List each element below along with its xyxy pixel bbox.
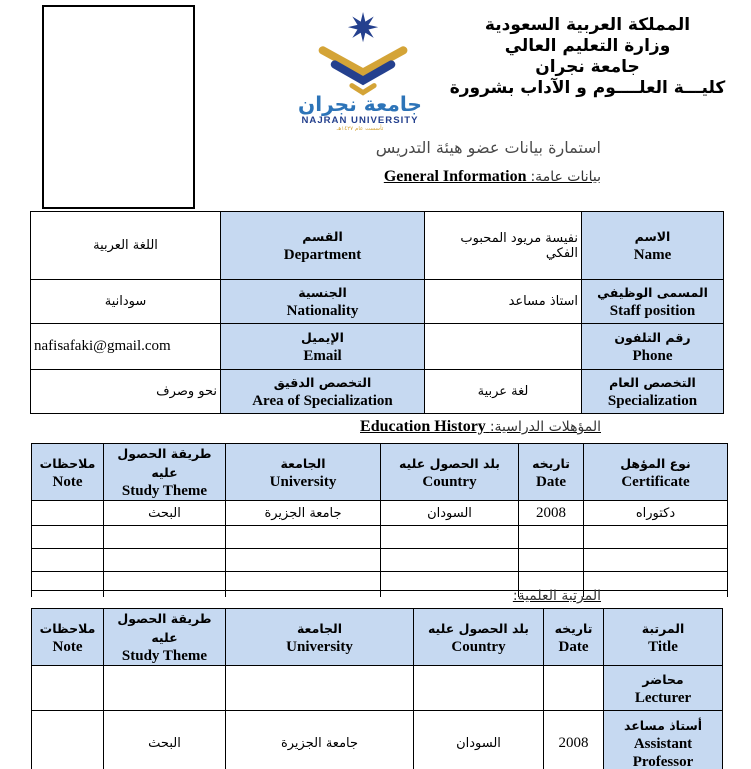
rank-date-value-cell: 2008 — [544, 711, 604, 769]
edu-country-header-cell — [381, 444, 519, 501]
rank-university-header-ar: الجامعة — [296, 620, 343, 636]
empty-cell — [104, 572, 226, 591]
empty-cell — [226, 666, 414, 711]
empty-cell — [381, 549, 519, 572]
empty-cell — [32, 666, 104, 711]
education-history-heading — [360, 418, 601, 436]
logo-arabic-name: جامعة نجران — [298, 91, 422, 116]
table-row — [32, 526, 728, 549]
name-label-ar: الاسم — [634, 229, 671, 244]
empty-cell — [226, 591, 381, 597]
table-row — [31, 370, 724, 414]
edu-certificate-header-cell — [584, 444, 728, 501]
rank-country-header-en: Country — [451, 638, 506, 655]
edu-note-header-en: Note — [52, 473, 83, 490]
rank-note-value-cell — [32, 711, 104, 769]
rank-country-header-ar: بلد الحصول عليه — [427, 620, 530, 636]
rank-lecturer-title-cell — [604, 666, 723, 711]
rank-university-header-en: University — [286, 638, 353, 655]
phone-label-cell — [582, 324, 724, 370]
edu-university-header-ar: الجامعة — [280, 455, 326, 471]
edu-university-value-cell: جامعة الجزيرة — [226, 501, 381, 526]
table-row — [32, 572, 728, 591]
staff-position-label-ar: المسمى الوظيفي — [597, 285, 708, 300]
table-row — [32, 501, 728, 526]
rank-study-theme-header-ar: طريقة الحصول عليه — [117, 611, 212, 645]
rank-date-header-cell — [544, 609, 604, 666]
email-label-cell — [221, 324, 425, 370]
table-row — [32, 666, 723, 711]
empty-cell — [104, 666, 226, 711]
nationality-label-en: Nationality — [286, 303, 359, 319]
photo-placeholder-box — [42, 5, 195, 209]
rank-university-value-cell: جامعة الجزيرة — [226, 711, 414, 769]
area-of-specialization-label-ar: التخصص الدقيق — [273, 375, 372, 390]
general-info-heading-ar: بيانات عامة: — [530, 169, 601, 185]
edu-study-theme-header-cell — [104, 444, 226, 501]
edu-certificate-header-ar: نوع المؤهل — [620, 455, 691, 471]
ministry-header-line-1: المملكة العربية السعودية — [484, 15, 691, 35]
ministry-header — [430, 15, 745, 99]
empty-cell — [584, 526, 728, 549]
education-history-heading-ar: المؤهلات الدراسية: — [489, 419, 601, 435]
ministry-header-line-3: جامعة نجران — [535, 57, 640, 77]
name-label-en: Name — [633, 247, 672, 263]
edu-study-theme-header-ar: طريقة الحصول عليه — [117, 446, 212, 480]
empty-cell — [381, 572, 519, 591]
staff-position-value-cell: استاذ مساعد — [425, 280, 582, 324]
department-value-cell: اللغة العربية — [31, 212, 221, 280]
rank-title-header-cell — [604, 609, 723, 666]
education-history-table — [31, 443, 728, 597]
empty-cell — [104, 549, 226, 572]
nationality-value-cell: سودانية — [31, 280, 221, 324]
specialization-label-en: Specialization — [607, 393, 698, 409]
empty-cell — [544, 666, 604, 711]
rank-lecturer-title-ar: محاضر — [642, 671, 684, 687]
logo-english-name: NAJRAN UNIVERSITY — [301, 114, 419, 126]
specialization-label-ar: التخصص العام — [609, 375, 696, 390]
empty-cell — [32, 572, 104, 591]
rank-assistant-professor-title-en: Assistant Professor — [632, 736, 694, 769]
nationality-label-cell — [221, 280, 425, 324]
staff-position-label-en: Staff position — [609, 303, 696, 319]
rank-title-header-en: Title — [648, 638, 678, 655]
najran-university-logo — [283, 10, 437, 131]
rank-study-theme-header-cell — [104, 609, 226, 666]
rank-date-header-en: Date — [558, 638, 589, 655]
empty-cell — [381, 526, 519, 549]
edu-country-value-cell: السودان — [381, 501, 519, 526]
empty-cell — [226, 572, 381, 591]
table-row — [31, 280, 724, 324]
empty-cell — [584, 591, 728, 597]
area-of-specialization-label-cell — [221, 370, 425, 414]
empty-cell — [584, 572, 728, 591]
empty-cell — [226, 549, 381, 572]
edu-date-header-cell — [519, 444, 584, 501]
empty-cell — [104, 526, 226, 549]
nationality-label-ar: الجنسية — [298, 285, 347, 300]
form-title: استمارة بيانات عضو هيئة التدريس — [375, 138, 601, 157]
empty-cell — [414, 666, 544, 711]
edu-date-value-cell: 2008 — [519, 501, 584, 526]
logo-star-icon — [348, 12, 378, 42]
edu-date-header-en: Date — [536, 473, 566, 490]
edu-date-header-ar: تاريخه — [532, 455, 570, 471]
edu-university-header-en: University — [269, 473, 337, 490]
general-info-table — [30, 211, 724, 414]
rank-note-header-cell — [32, 609, 104, 666]
academic-rank-table — [31, 608, 723, 769]
rank-university-header-cell — [226, 609, 414, 666]
empty-cell — [519, 549, 584, 572]
table-header-row — [32, 444, 728, 501]
edu-note-value-cell — [32, 501, 104, 526]
logo-graphic — [283, 10, 437, 131]
edu-note-header-cell — [32, 444, 104, 501]
name-value-cell: نفيسة مريود المحبوب الفكي — [425, 212, 582, 280]
empty-cell — [584, 549, 728, 572]
rank-study-theme-header-en: Study Theme — [121, 648, 208, 664]
rank-title-header-ar: المرتبة — [641, 620, 685, 636]
phone-value-cell — [425, 324, 582, 370]
staff-position-label-cell — [582, 280, 724, 324]
area-of-specialization-label-en: Area of Specialization — [252, 393, 393, 409]
email-label-en: Email — [303, 348, 342, 364]
rank-note-header-en: Note — [52, 638, 83, 655]
name-label-cell — [582, 212, 724, 280]
table-header-row — [32, 609, 723, 666]
empty-cell — [381, 591, 519, 597]
department-label-ar: القسم — [302, 229, 343, 244]
empty-cell — [32, 549, 104, 572]
table-row — [32, 549, 728, 572]
specialization-label-cell — [582, 370, 724, 414]
edu-study-theme-header-en: Study Theme — [121, 483, 208, 499]
academic-rank-heading — [513, 587, 601, 605]
rank-country-value-cell: السودان — [414, 711, 544, 769]
edu-country-header-ar: بلد الحصول عليه — [398, 455, 501, 471]
rank-lecturer-title-en: Lecturer — [634, 689, 692, 706]
rank-assistant-professor-title-cell — [604, 711, 723, 769]
edu-certificate-value-cell: دكتوراه — [584, 501, 728, 526]
empty-cell — [226, 526, 381, 549]
department-label-cell — [221, 212, 425, 280]
empty-cell — [32, 591, 104, 597]
edu-university-header-cell — [226, 444, 381, 501]
empty-cell — [519, 526, 584, 549]
rank-note-header-ar: ملاحظات — [39, 620, 96, 636]
edu-certificate-header-en: Certificate — [621, 473, 690, 490]
education-history-heading-en: Education History — [360, 418, 486, 435]
department-label-en: Department — [283, 247, 362, 263]
rank-study-theme-value-cell: البحث — [104, 711, 226, 769]
table-row — [31, 212, 724, 280]
general-info-heading-en: General Information — [383, 168, 527, 185]
edu-country-header-en: Country — [422, 473, 477, 490]
phone-label-en: Phone — [632, 348, 673, 364]
ministry-header-line-2: وزارة التعليم العالي — [504, 36, 671, 56]
phone-label-ar: رقم التلفون — [614, 330, 691, 345]
academic-rank-heading-ar: المرتبة العلمية: — [512, 588, 601, 604]
rank-assistant-professor-title-ar: أستاذ مساعد — [623, 718, 703, 733]
table-row — [32, 711, 723, 769]
ministry-header-line-4: كليـــة العلــــوم و الآداب بشرورة — [449, 78, 726, 98]
table-row — [31, 324, 724, 370]
area-of-specialization-value-cell: نحو وصرف — [31, 370, 221, 414]
table-row-partial — [32, 591, 728, 597]
email-value-cell: nafisafaki@gmail.com — [31, 324, 221, 370]
general-info-heading — [384, 168, 601, 186]
email-label-ar: الإيميل — [301, 330, 344, 345]
edu-study-theme-value-cell: البحث — [104, 501, 226, 526]
rank-date-header-ar: تاريخه — [554, 620, 593, 636]
rank-country-header-cell — [414, 609, 544, 666]
specialization-value-cell: لغة عربية — [425, 370, 582, 414]
empty-cell — [104, 591, 226, 597]
empty-cell — [32, 526, 104, 549]
logo-established-text: تأسست عام ١٤٢٧هـ — [336, 125, 384, 131]
edu-note-header-ar: ملاحظات — [39, 455, 96, 471]
